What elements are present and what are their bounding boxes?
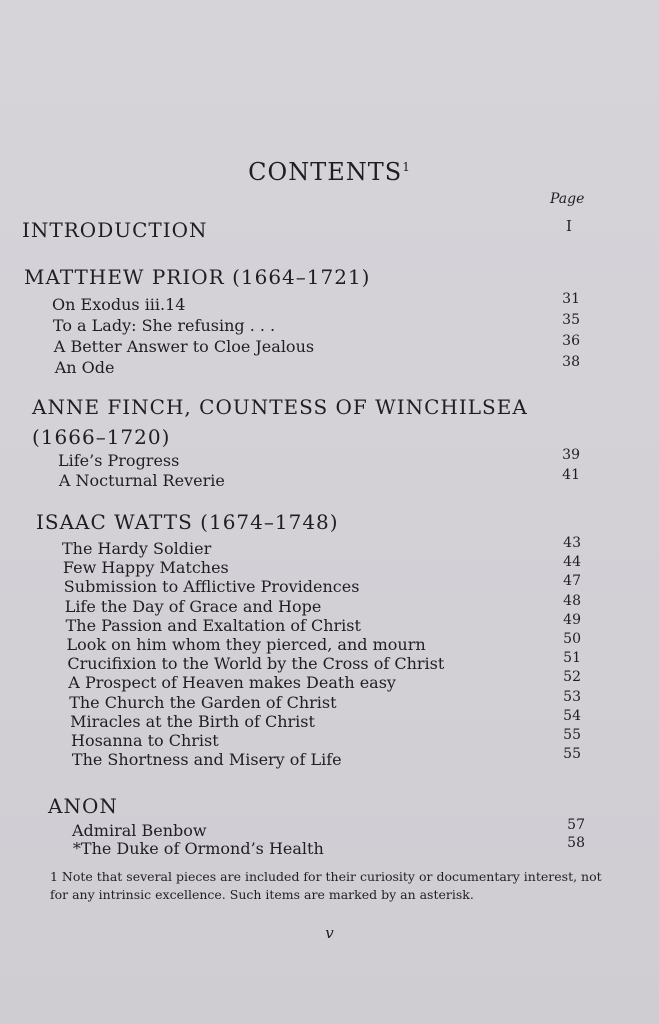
toc-entry-title: A Better Answer to Cloe Jealous bbox=[53, 337, 315, 356]
toc-entry-title: Crucifixion to the World by the Cross of Christ bbox=[67, 654, 445, 674]
toc-entry-title: Life the Day of Grace and Hope bbox=[64, 596, 322, 616]
toc-entry-page: 55 bbox=[563, 746, 581, 763]
toc-entry-title: Life’s Progress bbox=[58, 451, 180, 470]
toc-entry-title: An Ode bbox=[54, 358, 115, 377]
toc-entry-title: Admiral Benbow bbox=[72, 821, 207, 840]
toc-entry-page: 35 bbox=[562, 312, 580, 328]
toc-entry-title: The Church the Garden of Christ bbox=[69, 692, 337, 712]
toc-entry-title: Hosanna to Christ bbox=[71, 731, 219, 750]
toc-entry-title: The Shortness and Misery of Life bbox=[71, 750, 342, 770]
footnote: 1 Note that several pieces are included for their curiosity or documentary interest, not for any intrinsic excellence. Such items are marked by an asterisk. bbox=[50, 869, 602, 902]
toc-entry-page: 47 bbox=[563, 573, 581, 590]
toc-entry-page: 51 bbox=[563, 650, 581, 667]
toc-entry-page: 58 bbox=[567, 835, 585, 851]
toc-entry-title: Look on him whom they pierced, and mourn bbox=[66, 635, 426, 654]
toc-entry-page: 31 bbox=[562, 291, 580, 307]
toc-entry-title: The Hardy Soldier bbox=[62, 539, 212, 558]
toc-entry-title: The Passion and Exaltation of Christ bbox=[65, 615, 361, 635]
toc-entry-title: On Exodus iii.14 bbox=[52, 295, 186, 314]
page-number: v bbox=[325, 924, 334, 942]
toc-entry-page: 39 bbox=[562, 447, 580, 463]
toc-entry-page: 38 bbox=[562, 354, 580, 370]
toc-entry-page: 43 bbox=[563, 535, 581, 551]
section-page-introduction: I bbox=[566, 217, 572, 235]
toc-entry-title: A Prospect of Heaven makes Death easy bbox=[68, 673, 396, 693]
toc-entry-page: 57 bbox=[567, 817, 585, 833]
toc-entry-page: 49 bbox=[563, 611, 581, 628]
toc-entry-title: *The Duke of Ormond’s Health bbox=[72, 839, 324, 858]
toc-entry-page: 50 bbox=[563, 631, 581, 647]
toc-entry-title: Few Happy Matches bbox=[62, 558, 229, 578]
section-heading-introduction: INTRODUCTION bbox=[22, 218, 208, 242]
section-heading-prior: MATTHEW PRIOR (1664–1721) bbox=[24, 265, 371, 289]
section-heading-finch: ANNE FINCH, COUNTESS OF WINCHILSEA bbox=[32, 395, 528, 419]
toc-entry-page: 44 bbox=[563, 554, 581, 571]
toc-entry-title: Miracles at the Birth of Christ bbox=[70, 711, 315, 731]
section-heading-anon: ANON bbox=[48, 794, 118, 818]
section-heading-finch-dates: (1666–1720) bbox=[32, 425, 171, 449]
page-column-header: Page bbox=[550, 191, 585, 207]
toc-entry-title: Submission to Afflictive Providences bbox=[63, 577, 360, 597]
toc-entry-page: 36 bbox=[562, 333, 580, 349]
toc-entry-page: 54 bbox=[563, 707, 581, 724]
toc-entry-title: To a Lady: She refusing . . . bbox=[52, 316, 276, 335]
toc-entry-page: 53 bbox=[563, 688, 581, 705]
toc-entry-page: 52 bbox=[563, 669, 581, 686]
section-heading-watts: ISAAC WATTS (1674–1748) bbox=[36, 510, 339, 534]
toc-entry-page: 41 bbox=[562, 467, 580, 483]
footnote-marker: 1 bbox=[402, 160, 411, 174]
page-title: CONTENTS$^1$ bbox=[248, 158, 411, 186]
toc-entry-page: 48 bbox=[563, 592, 581, 609]
toc-entry-page: 55 bbox=[563, 727, 581, 743]
toc-entry-title: A Nocturnal Reverie bbox=[58, 471, 225, 490]
